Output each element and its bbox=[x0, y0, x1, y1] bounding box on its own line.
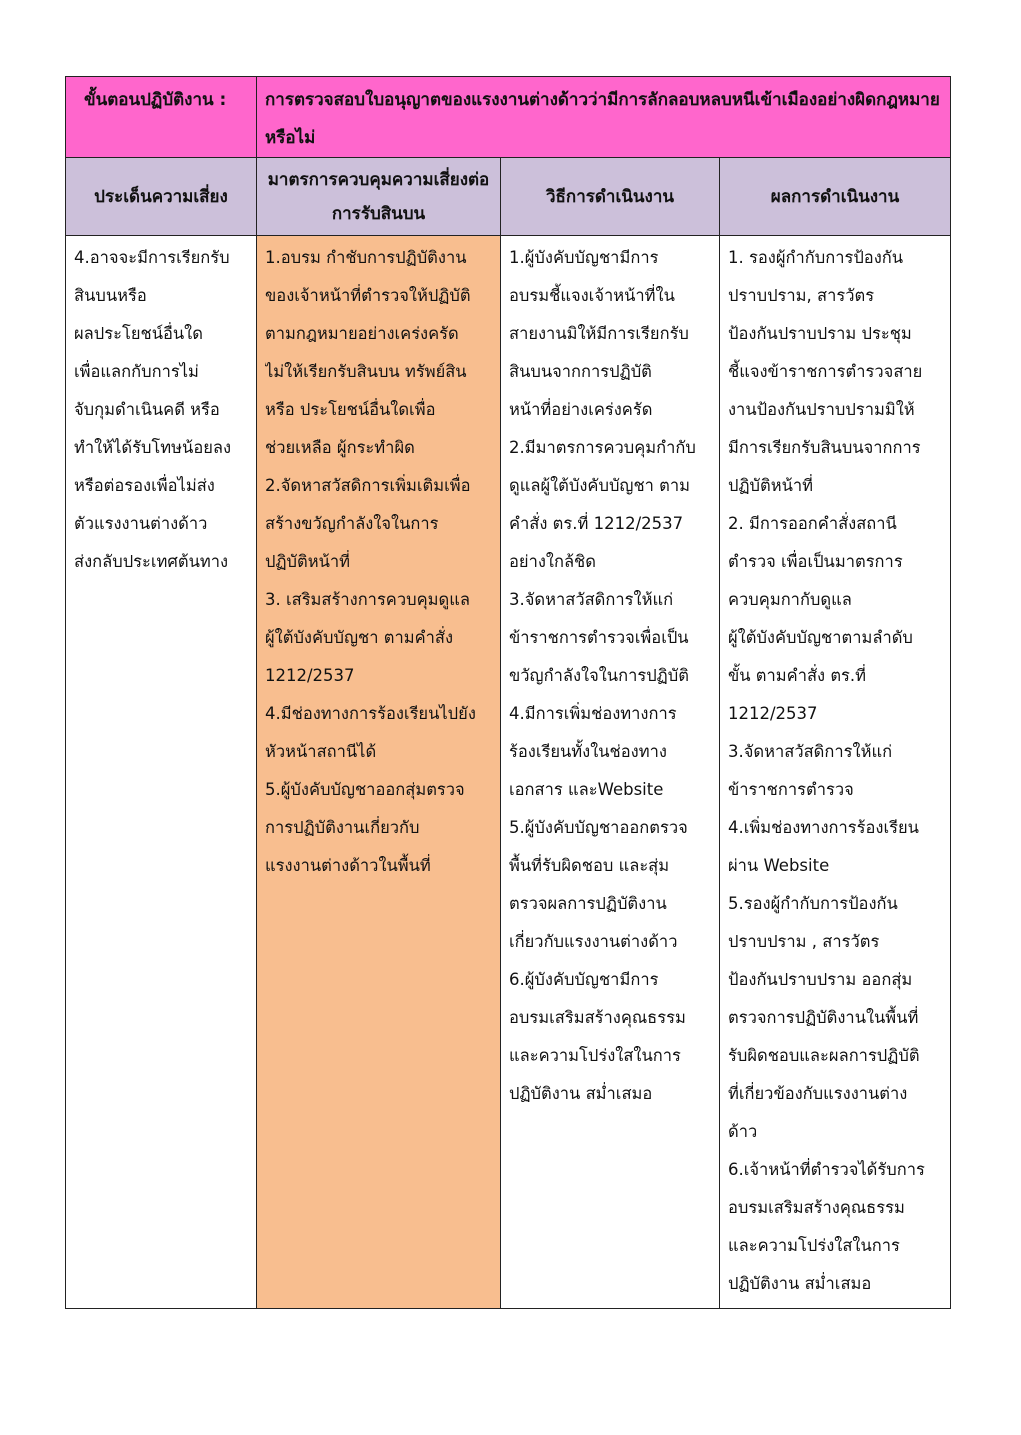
cell-line: ตรวจผลการปฏิบัติงาน bbox=[509, 894, 667, 913]
cell-line: ป้องกันปราบปราม ประชุม bbox=[728, 324, 912, 343]
cell-line: อบรมเสริมสร้างคุณธรรม bbox=[509, 1008, 686, 1027]
header-cell-control-measure bbox=[257, 158, 501, 236]
title-label-cell bbox=[66, 77, 257, 158]
cell-line: อย่างใกล้ชิด bbox=[509, 552, 596, 571]
cell-line: ตัวแรงงานต่างด้าว bbox=[74, 514, 208, 533]
cell-line: สร้างขวัญกำลังใจในการ bbox=[265, 514, 439, 533]
result-cell bbox=[720, 236, 951, 1309]
cell-line: สายงานมิให้มีการเรียกรับ bbox=[509, 324, 689, 343]
cell-line: สินบนจากการปฏิบัติ bbox=[509, 362, 652, 381]
cell-line: ที่เกี่ยวข้องกับแรงงานต่าง bbox=[728, 1084, 908, 1103]
cell-line: 2. มีการออกคำสั่งสถานี bbox=[728, 514, 897, 533]
header-risk-issue: ประเด็นความเสี่ยง bbox=[94, 186, 228, 207]
cell-line: ตามกฎหมายอย่างเคร่งครัด bbox=[265, 324, 459, 343]
cell-line: ตรวจการปฏิบัติงานในพื้นที่ bbox=[728, 1008, 919, 1027]
cell-line: งานป้องกันปราบปรามมิให้ bbox=[728, 400, 915, 419]
cell-line: การปฏิบัติงานเกี่ยวกับ bbox=[265, 818, 420, 837]
header-cell-risk-issue bbox=[66, 158, 257, 236]
cell-line: 5.รองผู้กำกับการป้องกัน bbox=[728, 894, 898, 913]
cell-line: และความโปร่งใสในการ bbox=[728, 1236, 900, 1255]
cell-line: ทำให้ได้รับโทษน้อยลง bbox=[74, 438, 232, 457]
cell-line: ตำรวจ เพื่อเป็นมาตรการ bbox=[728, 552, 903, 571]
procedure-title: การตรวจสอบใบอนุญาตของแรงงานต่างด้าวว่ามีการลักลอบหลบหนีเข้าเมืองอย่างผิดกฎหมายหรือไม่ bbox=[265, 90, 940, 148]
cell-line: เพื่อแลกกับการไม่ bbox=[74, 362, 199, 381]
header-result: ผลการดำเนินงาน bbox=[770, 186, 900, 207]
cell-line: 4.เพิ่มช่องทางการร้องเรียน bbox=[728, 818, 919, 837]
cell-line: ข้าราชการตำรวจ bbox=[728, 780, 854, 799]
cell-line: 2.มีมาตรการควบคุมกำกับ bbox=[509, 438, 696, 457]
control-measure-text bbox=[257, 236, 500, 885]
procedure-label: ขั้นตอนปฏิบัติงาน : bbox=[84, 90, 227, 110]
cell-line: หน้าที่อย่างเคร่งครัด bbox=[509, 400, 653, 419]
risk-issue-cell bbox=[66, 236, 257, 1309]
cell-line: 6.เจ้าหน้าที่ตำรวจได้รับการ bbox=[728, 1160, 925, 1179]
cell-line: เกี่ยวกับแรงงานต่างด้าว bbox=[509, 932, 678, 951]
cell-line: 3. เสริมสร้างการควบคุมดูแล bbox=[265, 590, 470, 609]
cell-line: มีการเรียกรับสินบนจากการ bbox=[728, 438, 921, 457]
cell-line: 4.อาจจะมีการเรียกรับ bbox=[74, 248, 230, 267]
cell-line: ปฏิบัติหน้าที่ bbox=[728, 476, 814, 495]
method-cell bbox=[501, 236, 720, 1309]
cell-line: 1212/2537 bbox=[728, 704, 818, 723]
cell-line: ไม่ให้เรียกรับสินบน ทรัพย์สิน bbox=[265, 362, 467, 381]
cell-line: 1. รองผู้กำกับการป้องกัน bbox=[728, 248, 904, 267]
cell-line: แรงงานต่างด้าวในพื้นที่ bbox=[265, 856, 431, 875]
cell-line: หรือ ประโยชน์อื่นใดเพื่อ bbox=[265, 400, 436, 419]
header-cell-result bbox=[720, 158, 951, 236]
cell-line: 1.อบรม กำชับการปฏิบัติงาน bbox=[265, 248, 467, 267]
cell-line: ผู้ใต้บังคับบัญชาตามลำดับ bbox=[728, 628, 913, 647]
cell-line: จับกุมดำเนินคดี หรือ bbox=[74, 400, 220, 419]
cell-line: เอกสาร และWebsite bbox=[509, 780, 664, 799]
cell-line: พื้นที่รับผิดชอบ และสุ่ม bbox=[509, 856, 670, 875]
cell-line: 3.จัดหาสวัสดิการให้แก่ bbox=[728, 742, 893, 761]
risk-control-table bbox=[65, 76, 951, 1309]
method-text bbox=[501, 236, 719, 1113]
cell-line: ข้าราชการตำรวจเพื่อเป็น bbox=[509, 628, 689, 647]
cell-line: ขวัญกำลังใจในการปฏิบัติ bbox=[509, 666, 689, 685]
cell-line: 6.ผู้บังคับบัญชามีการ bbox=[509, 970, 659, 989]
cell-line: อบรมชี้แจงเจ้าหน้าที่ใน bbox=[509, 286, 675, 305]
cell-line: 5.ผู้บังคับบัญชาออกสุ่มตรวจ bbox=[265, 780, 465, 799]
cell-line: 5.ผู้บังคับบัญชาออกตรวจ bbox=[509, 818, 688, 837]
title-text-cell bbox=[257, 77, 951, 158]
control-measure-cell bbox=[257, 236, 501, 1309]
cell-line: คำสั่ง ตร.ที่ 1212/2537 bbox=[509, 514, 684, 533]
cell-line: ร้องเรียนทั้งในช่องทาง bbox=[509, 742, 667, 761]
cell-line: ของเจ้าหน้าที่ตำรวจให้ปฏิบัติ bbox=[265, 286, 471, 305]
cell-line: ดูแลผู้ใต้บังคับบัญชา ตาม bbox=[509, 476, 691, 495]
cell-line: 2.จัดหาสวัสดิการเพิ่มเติมเพื่อ bbox=[265, 476, 471, 495]
cell-line: รับผิดชอบและผลการปฏิบัติ bbox=[728, 1046, 920, 1065]
cell-line: ผู้ใต้บังคับบัญชา ตามคำสั่ง bbox=[265, 628, 454, 647]
cell-line: ป้องกันปราบปราม ออกสุ่ม bbox=[728, 970, 913, 989]
cell-line: 3.จัดหาสวัสดิการให้แก่ bbox=[509, 590, 674, 609]
cell-line: ปราบปราม, สารวัตร bbox=[728, 286, 875, 305]
header-method: วิธีการดำเนินงาน bbox=[546, 186, 674, 207]
cell-line: ปฏิบัติงาน สม่ำเสมอ bbox=[728, 1274, 872, 1293]
cell-line: ช่วยเหลือ ผู้กระทำผิด bbox=[265, 438, 415, 457]
cell-line: ปฏิบัติหน้าที่ bbox=[265, 552, 351, 571]
cell-line: ผลประโยชน์อื่นใด bbox=[74, 324, 203, 343]
risk-issue-text bbox=[66, 236, 256, 581]
cell-line: ส่งกลับประเทศต้นทาง bbox=[74, 552, 229, 571]
header-cell-method bbox=[501, 158, 720, 236]
result-text bbox=[720, 236, 950, 1303]
cell-line: อบรมเสริมสร้างคุณธรรม bbox=[728, 1198, 905, 1217]
cell-line: สินบนหรือ bbox=[74, 286, 147, 305]
cell-line: ปราบปราม , สารวัตร bbox=[728, 932, 880, 951]
cell-line: ปฏิบัติงาน สม่ำเสมอ bbox=[509, 1084, 653, 1103]
cell-line: 1.ผู้บังคับบัญชามีการ bbox=[509, 248, 659, 267]
cell-line: หรือต่อรองเพื่อไม่ส่ง bbox=[74, 476, 215, 495]
cell-line: ขั้น ตามคำสั่ง ตร.ที่ bbox=[728, 666, 867, 685]
header-control-measure: มาตรการควบคุมความเสี่ยงต่อการรับสินบน bbox=[267, 169, 490, 224]
cell-line: 4.มีช่องทางการร้องเรียนไปยัง bbox=[265, 704, 476, 723]
cell-line: ผ่าน Website bbox=[728, 856, 830, 875]
cell-line: หัวหน้าสถานีได้ bbox=[265, 742, 377, 761]
header-row bbox=[66, 158, 951, 236]
body-row bbox=[66, 236, 951, 1309]
cell-line: 4.มีการเพิ่มช่องทางการ bbox=[509, 704, 677, 723]
cell-line: และความโปร่งใสในการ bbox=[509, 1046, 681, 1065]
cell-line: ชี้แจงข้าราชการตำรวจสาย bbox=[728, 362, 923, 381]
cell-line: 1212/2537 bbox=[265, 666, 355, 685]
cell-line: ด้าว bbox=[728, 1122, 758, 1141]
cell-line: ควบคุมกากับดูแล bbox=[728, 590, 852, 609]
title-row bbox=[66, 77, 951, 158]
